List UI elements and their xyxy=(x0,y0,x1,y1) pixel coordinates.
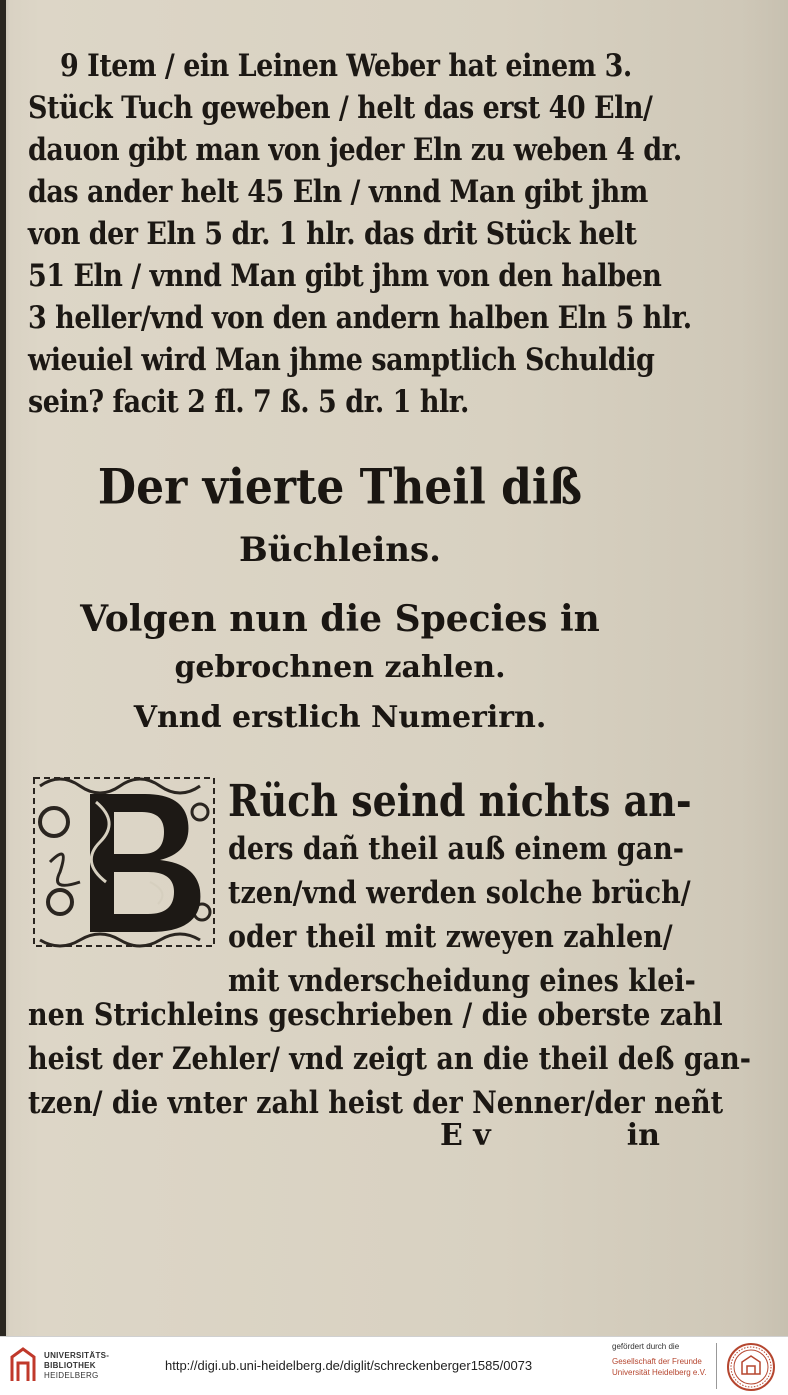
sponsor-name: Gesellschaft der Freunde xyxy=(612,1357,702,1366)
text-line: 3 heller/vnd von den andern halben Eln 5 hlr. xyxy=(28,300,692,337)
section-heading-continued: Büchleins. xyxy=(238,530,442,570)
text-line: Rüch seind nichts an- xyxy=(228,774,692,827)
sponsor-intro: gefördert durch die xyxy=(612,1342,680,1351)
section-heading: Der vierte Theil diß xyxy=(97,459,583,516)
body-paragraph-indented xyxy=(228,774,696,1004)
sponsor-name: Universität Heidelberg e.V. xyxy=(612,1368,707,1377)
text-line: tzen/ die vnter zahl heist der Nenner/der neñt xyxy=(28,1085,724,1122)
library-name-line: UNIVERSITÄTS- xyxy=(44,1351,110,1360)
top-paragraph xyxy=(28,46,692,424)
text-line: dauon gibt man von jeder Eln zu weben 4 dr. xyxy=(28,132,682,169)
subheading: Volgen nun die Species in xyxy=(80,598,600,640)
text-line: das ander helt 45 Eln / vnnd Man gibt jhm xyxy=(28,174,648,211)
catchword: in xyxy=(626,1118,660,1153)
subheading-continued: gebrochnen zahlen. xyxy=(174,650,506,685)
page-footer-marks xyxy=(440,1118,660,1153)
text-line: 9 Item / ein Leinen Weber hat einem 3. xyxy=(60,48,632,85)
sponsor-credit[interactable] xyxy=(612,1341,706,1378)
text-line: Stück Tuch geweben / helt das erst 40 Eln/ xyxy=(28,90,653,127)
text-line: ders dañ theil auß einem gan- xyxy=(228,831,684,868)
library-name[interactable] xyxy=(44,1351,109,1381)
viewer-footer xyxy=(0,1336,788,1395)
text-line: heist der Zehler/ vnd zeigt an die theil deß gan- xyxy=(28,1041,751,1078)
text-line: mit vnderscheidung eines klei- xyxy=(228,963,696,1000)
body-paragraph-full xyxy=(28,994,751,1126)
text-line: nen Strichleins geschrieben / die oberste zahl xyxy=(28,997,723,1034)
university-seal-icon xyxy=(726,1342,776,1392)
permalink-url[interactable]: http://digi.ub.uni-heidelberg.de/diglit/schreckenberger1585/0073 xyxy=(165,1358,533,1373)
signature-mark: E v xyxy=(440,1118,491,1153)
text-line: von der Eln 5 dr. 1 hlr. das drit Stück helt xyxy=(28,216,637,253)
text-line: oder theil mit zweyen zahlen/ xyxy=(228,919,673,956)
library-name-line: HEIDELBERG xyxy=(44,1371,99,1380)
subsection-title: Vnnd erstlich Numerirn. xyxy=(133,700,547,735)
text-line: 51 Eln / vnnd Man gibt jhm von den halben xyxy=(28,258,662,295)
library-name-line: BIBLIOTHEK xyxy=(44,1361,96,1370)
decorated-initial-icon xyxy=(30,772,220,952)
text-line: wieuiel wird Man jhme samptlich Schuldig xyxy=(28,342,655,379)
text-line: tzen/vnd werden solche brüch/ xyxy=(228,875,691,912)
footer-divider xyxy=(716,1343,717,1389)
university-library-logo-icon[interactable] xyxy=(8,1347,38,1383)
text-line: sein? facit 2 fl. 7 ß. 5 dr. 1 hlr. xyxy=(28,384,469,421)
